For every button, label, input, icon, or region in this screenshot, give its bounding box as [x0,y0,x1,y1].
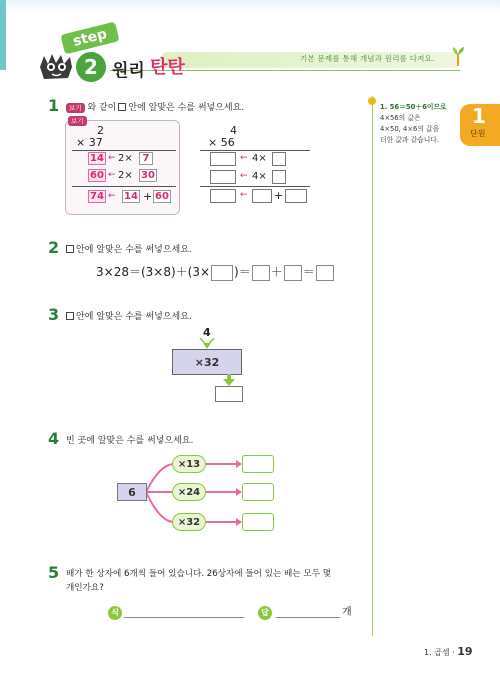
unit-label: 단원 [470,129,486,138]
tip-line: 4×50, 4×6의 값을 [380,125,440,133]
operation-bubble: ×32 [172,513,206,531]
instruction-text: 안에 알맞은 수를 써넣으세요. [128,103,245,113]
arrow-left-icon: ← [240,190,248,200]
problem-1-instruction [66,100,244,113]
rule-line [200,186,310,187]
tip-line: 1. 56＝50＋6이므로 [380,103,447,111]
step-number: 2 [76,52,106,82]
equation-part: 3×28＝(3×8)＋(3× [96,265,211,279]
instruction-text: 안에 알맞은 수를 써넣으세요. [76,245,192,255]
answer-box[interactable] [272,170,286,184]
mascot-icon [36,52,78,82]
top-strip [0,0,500,14]
arrow-left-icon: ← [240,171,248,181]
blank-box-icon [118,103,126,111]
answer-box[interactable] [242,513,274,531]
answer-box[interactable] [210,152,236,166]
header-subtitle: 기본 문제를 통해 개념과 원리를 다져요. [300,54,435,63]
expression-label: 식 [108,606,122,620]
page-edge-band [0,0,6,70]
arrow-left-icon: ← [108,153,116,163]
problem-4-instruction: 빈 곳에 알맞은 수를 써넣으세요. [66,436,194,446]
answer-unit: 개 [342,607,352,618]
example-box-value: 14 [88,152,106,165]
answer-box[interactable] [252,189,272,203]
answer-label: 답 [258,606,272,620]
answer-box[interactable] [316,265,334,281]
rule-line [72,186,176,187]
problem-5-text: 개인가요? [66,583,104,593]
tip-line: 4×56의 값은 [380,114,421,122]
bogi-tag: 보기 [68,116,87,126]
column-divider [372,96,373,636]
function-machine: ×32 [172,349,242,375]
example-box-value: 14 [122,190,140,203]
page-number: 19 [457,645,473,658]
exercise-text: 4× [252,171,267,182]
rule-line [72,150,176,151]
bogi-tag: 보기 [66,103,85,113]
unit-number: 1 [472,104,486,128]
blank-box-icon [66,312,74,320]
answer-box[interactable] [210,170,236,184]
answer-box[interactable] [284,265,302,281]
problem-number: 4 [48,429,60,448]
example-box-value: 60 [88,169,106,182]
arrow-left-icon: ← [108,170,116,180]
answer-box[interactable] [210,189,236,203]
page-title: 원리 [112,61,145,81]
operation-bubble: ×24 [172,483,206,501]
answer-box[interactable] [242,455,274,473]
problem-number: 1 [48,96,60,115]
example-box-value: 7 [139,152,153,165]
start-number: 6 [117,483,147,501]
plus-sign: + [274,189,284,202]
problem-number: 3 [48,305,60,324]
tip-note [380,102,458,146]
arrow-left-icon: ← [240,153,248,163]
exercise-multiplier: × 56 [208,136,235,149]
step-label: step [60,22,119,55]
example-box-value: 60 [153,190,171,203]
exercise-multiplicand: 4 [230,124,237,137]
problem-2-instruction [64,242,192,255]
operation-bubble: ×13 [172,455,206,473]
answer-input[interactable] [276,608,340,618]
arrow-left-icon: ← [108,191,116,201]
equation [96,263,335,281]
answer-box[interactable] [285,189,307,203]
example-box-value: 74 [88,190,106,203]
arrow-down-icon [222,374,236,386]
tip-bullet [368,97,376,105]
tip-line: 더한 값과 같습니다. [380,136,440,144]
sprout-icon [450,46,466,66]
example-multiplicand: 2 [97,124,104,137]
equation-part: ＋ [270,265,283,279]
answer-box[interactable] [242,483,274,501]
exercise-text: 4× [252,153,267,164]
answer-box[interactable] [211,265,233,281]
page-footer: 1. 곱셈 · 19 [424,645,473,658]
equation-part: )＝ [234,265,251,279]
example-box-value: 30 [139,169,157,182]
answer-box[interactable] [215,386,243,402]
equation-part: ＝ [302,265,315,279]
section-name: 1. 곱셈 [424,648,450,657]
problem-number: 2 [48,238,60,257]
example-text: 2× [118,170,133,181]
rule-line [200,150,310,151]
answer-box[interactable] [252,265,270,281]
instruction-text: 와 같이 [87,103,117,113]
problem-5-text: 배가 한 상자에 6개씩 들어 있습니다. 26상자에 들어 있는 배는 모두 몇 [66,569,332,579]
problem-number: 5 [48,563,60,582]
expression-input[interactable] [124,608,244,618]
example-text: 2× [118,153,133,164]
blank-box-icon [66,245,74,253]
machine-input: 4 [203,326,211,339]
answer-box[interactable] [272,152,286,166]
plus-sign: + [143,190,153,203]
problem-3-instruction [64,309,192,322]
page-title-accent: 탄탄 [150,57,185,78]
example-multiplier: × 37 [76,136,103,149]
instruction-text: 안에 알맞은 수를 써넣으세요. [76,312,192,322]
